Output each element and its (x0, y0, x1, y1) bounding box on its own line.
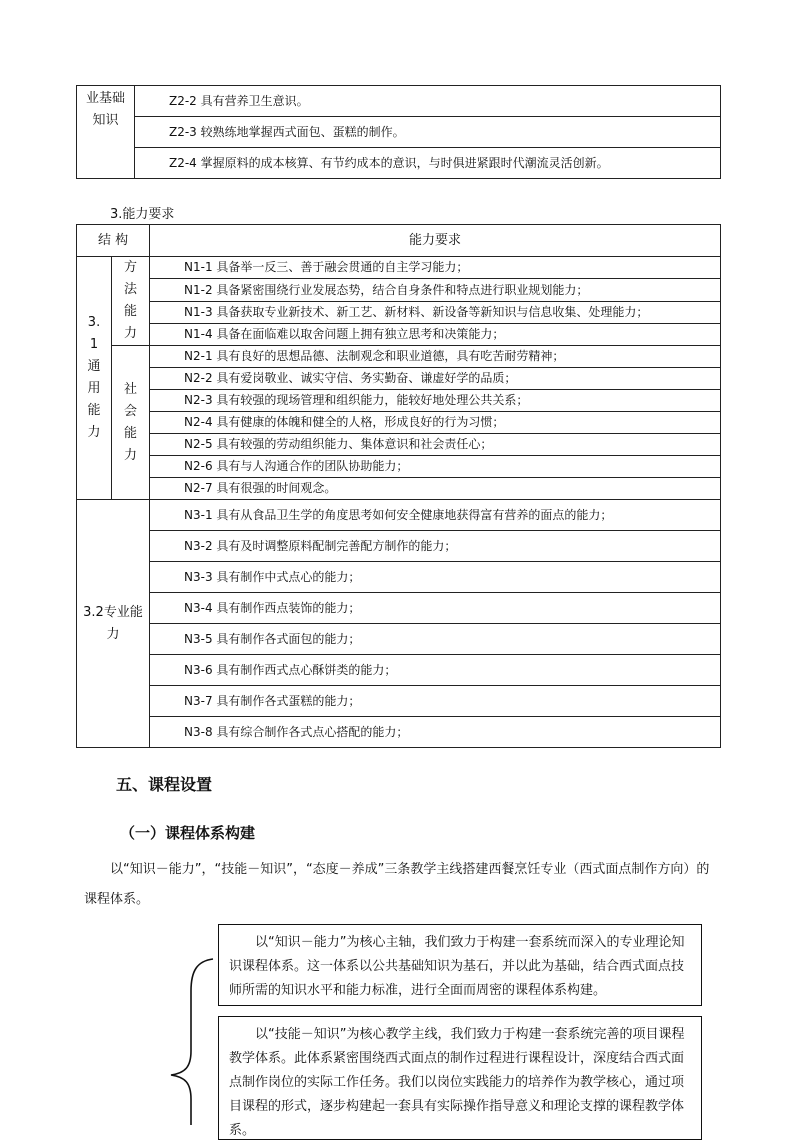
row-text: N3-1 具有从食品卫生学的角度思考如何安全健康地获得富有营养的面点的能力； (184, 507, 613, 522)
header-requirement: 能力要求 (150, 225, 721, 257)
table-row (150, 456, 721, 478)
table-row (135, 86, 721, 117)
curly-brace-icon (165, 955, 215, 1125)
professional-ability-cell (77, 500, 150, 748)
table-row (150, 624, 721, 655)
row-text: N3-5 具有制作各式面包的能力； (184, 631, 361, 646)
row-text: N3-8 具有综合制作各式点心搭配的能力； (184, 724, 409, 739)
concept-box-knowledge: 以“知识－能力”为核心主轴，我们致力于构建一套系统而深入的专业理论知识课程体系。这一体系以公共基础知识为基石，并以此为基础，结合西式面点技师所需的知识水平和能力标准，进行全面而周密的课程体系构建。 (218, 924, 702, 1006)
row-text: N2-4 具有健康的体魄和健全的人格，形成良好的行为习惯； (184, 415, 505, 430)
row-text: N3-7 具有制作各式蛋糕的能力； (184, 693, 361, 708)
table-row (150, 323, 721, 345)
structure-cell (77, 86, 135, 179)
table-row (150, 593, 721, 624)
row-text: N2-3 具有较强的现场管理和组织能力，能较好地处理公共关系； (184, 393, 529, 408)
table-row (150, 412, 721, 434)
table-row (150, 655, 721, 686)
table-row (150, 686, 721, 717)
table-row (150, 717, 721, 748)
table-row (150, 562, 721, 593)
row-text: N2-2 具有爱岗敬业、诚实守信、务实勤奋、谦虚好学的品质； (184, 371, 517, 386)
general-ability-label: 3.1通用能力 (87, 315, 101, 440)
table-row (150, 368, 721, 390)
intro-paragraph: 以“知识－能力”，“技能－知识”，“态度－养成”三条教学主线搭建西餐烹饪专业（西式面点制作方向）的课程体系。 (84, 862, 710, 907)
table-row (135, 117, 721, 148)
table-row (150, 257, 721, 279)
row-text: N1-3 具备获取专业新技术、新工艺、新材料、新设备等新知识与信息收集、处理能力； (184, 304, 649, 319)
row-text: N1-2 具备紧密围绕行业发展态势，结合自身条件和特点进行职业规划能力； (184, 282, 589, 297)
row-text: Z2-4 掌握原料的成本核算、有节约成本的意识，与时俱进紧跟时代潮流灵活创新。 (169, 155, 609, 170)
concept-box-skills: 以“技能－知识”为核心教学主线，我们致力于构建一套系统完善的项目课程教学体系。此体系紧密围绕西式面点的制作过程进行课程设计，深度结合西式面点制作岗位的实际工作任务。我们以岗位实践能力的培养作为教学核心，通过项目课程的形式，逐步构建起一套具有实际操作指导意义和理论支撑的课程教学体系。 (218, 1016, 702, 1140)
table-row (150, 434, 721, 456)
table-row (150, 500, 721, 531)
section-3-title: 3.能力要求 (110, 207, 175, 222)
table-row (150, 390, 721, 412)
method-ability-label: 方法能力 (123, 260, 137, 341)
row-text: N2-1 具有良好的思想品德、法制观念和职业道德，具有吃苦耐劳精神； (184, 349, 565, 364)
row-text: N3-6 具有制作西式点心酥饼类的能力； (184, 662, 397, 677)
table-row (150, 478, 721, 500)
section-5-title: 五、课程设置 (116, 775, 213, 794)
row-text: N2-7 具有很强的时间观念。 (184, 481, 337, 496)
row-text: N2-5 具有较强的劳动组织能力、集体意识和社会责任心； (184, 437, 493, 452)
subsection-1-title: （一）课程体系构建 (120, 824, 256, 842)
table-row (150, 301, 721, 323)
header-structure: 结 构 (77, 225, 150, 257)
row-text: N2-6 具有与人沟通合作的团队协助能力； (184, 459, 409, 474)
professional-ability-label: 3.2专业能力 (83, 604, 143, 642)
general-ability-cell (77, 257, 112, 500)
row-text: Z2-3 较熟练地掌握西式面包、蛋糕的制作。 (169, 124, 405, 139)
social-ability-cell (112, 346, 150, 500)
method-ability-cell (112, 257, 150, 346)
row-text: N3-4 具有制作西点装饰的能力； (184, 600, 361, 615)
row-text: N1-1 具备举一反三、善于融会贯通的自主学习能力； (184, 260, 469, 275)
table-row (135, 148, 721, 179)
knowledge-table (76, 85, 721, 179)
structure-label: 业基础知识 (85, 91, 125, 128)
social-ability-label: 社会能力 (123, 381, 137, 463)
row-text: Z2-2 具有营养卫生意识。 (169, 93, 309, 108)
table-row (150, 346, 721, 368)
table-row (150, 279, 721, 301)
row-text: N3-3 具有制作中式点心的能力； (184, 569, 361, 584)
table-row (150, 531, 721, 562)
row-text: N3-2 具有及时调整原料配制完善配方制作的能力； (184, 538, 457, 553)
ability-table (76, 224, 721, 748)
row-text: N1-4 具备在面临难以取舍问题上拥有独立思考和决策能力； (184, 327, 505, 342)
